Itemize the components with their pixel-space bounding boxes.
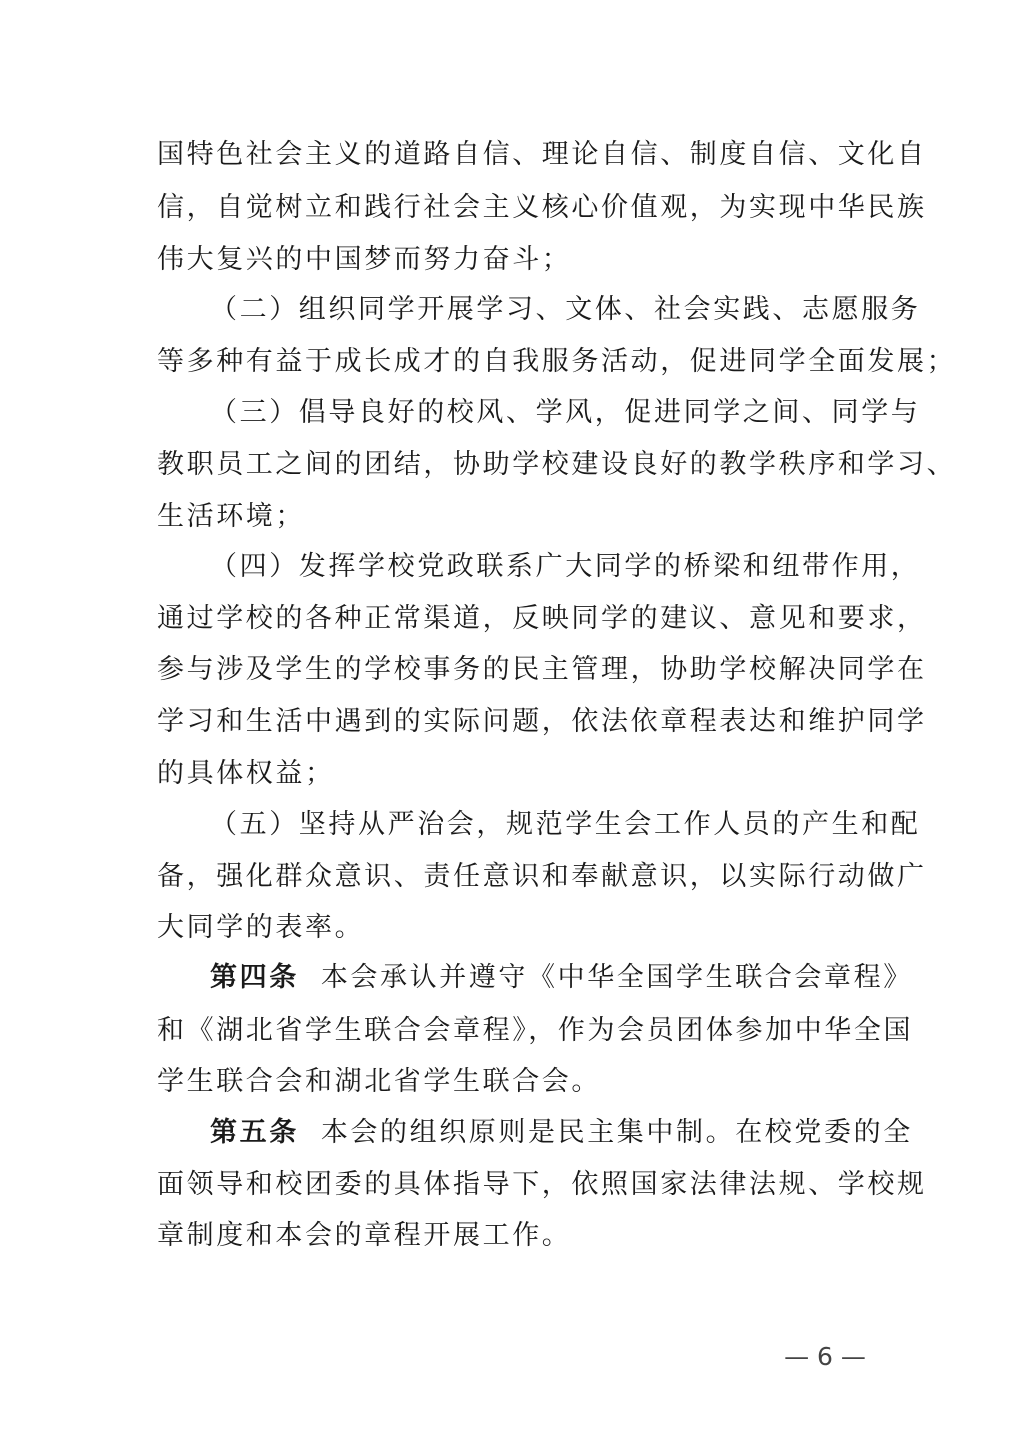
text-line: 大同学的表率。 <box>157 912 365 943</box>
text-line: 备，强化群众意识、责任意识和奉献意识，以实际行动做广 <box>157 861 927 892</box>
article-5-label: 第五条 <box>210 1117 299 1148</box>
text-line: 面领导和校团委的具体指导下，依照国家法律法规、学校规 <box>157 1169 927 1200</box>
text-line: 伟大复兴的中国梦而努力奋斗； <box>157 244 572 275</box>
text-line: 学习和生活中遇到的实际问题，依法依章程表达和维护同学 <box>157 706 927 737</box>
page-number: — 6 — <box>784 1342 866 1371</box>
article-4-text: 本会承认并遵守《中华全国学生联合会章程》 <box>320 962 913 993</box>
text-line: （五）坚持从严治会，规范学生会工作人员的产生和配 <box>210 809 921 840</box>
text-line: 生活环境； <box>157 501 305 532</box>
text-line: （四）发挥学校党政联系广大同学的桥梁和纽带作用， <box>210 551 921 582</box>
text-line: 教职员工之间的团结，协助学校建设良好的教学秩序和学习、 <box>157 449 957 480</box>
text-line: 信，自觉树立和践行社会主义核心价值观，为实现中华民族 <box>157 192 927 223</box>
text-line: （三）倡导良好的校风、学风，促进同学之间、同学与 <box>210 397 921 428</box>
article-5-first-line <box>210 1113 913 1153</box>
article-4-first-line <box>210 958 913 998</box>
text-line: 等多种有益于成长成才的自我服务活动，促进同学全面发展； <box>157 346 957 377</box>
text-line: 通过学校的各种正常渠道，反映同学的建议、意见和要求， <box>157 603 927 634</box>
text-line: 章制度和本会的章程开展工作。 <box>157 1220 572 1251</box>
text-line: 学生联合会和湖北省学生联合会。 <box>157 1066 601 1097</box>
article-5-text: 本会的组织原则是民主集中制。在校党委的全 <box>320 1117 913 1148</box>
text-line: 国特色社会主义的道路自信、理论自信、制度自信、文化自 <box>157 139 927 170</box>
text-line: 和《湖北省学生联合会章程》，作为会员团体参加中华全国 <box>157 1015 914 1046</box>
text-line: 的具体权益； <box>157 758 335 789</box>
text-line: （二）组织同学开展学习、文体、社会实践、志愿服务 <box>210 294 921 325</box>
article-4-label: 第四条 <box>210 962 299 993</box>
text-line: 参与涉及学生的学校事务的民主管理，协助学校解决同学在 <box>157 654 927 685</box>
